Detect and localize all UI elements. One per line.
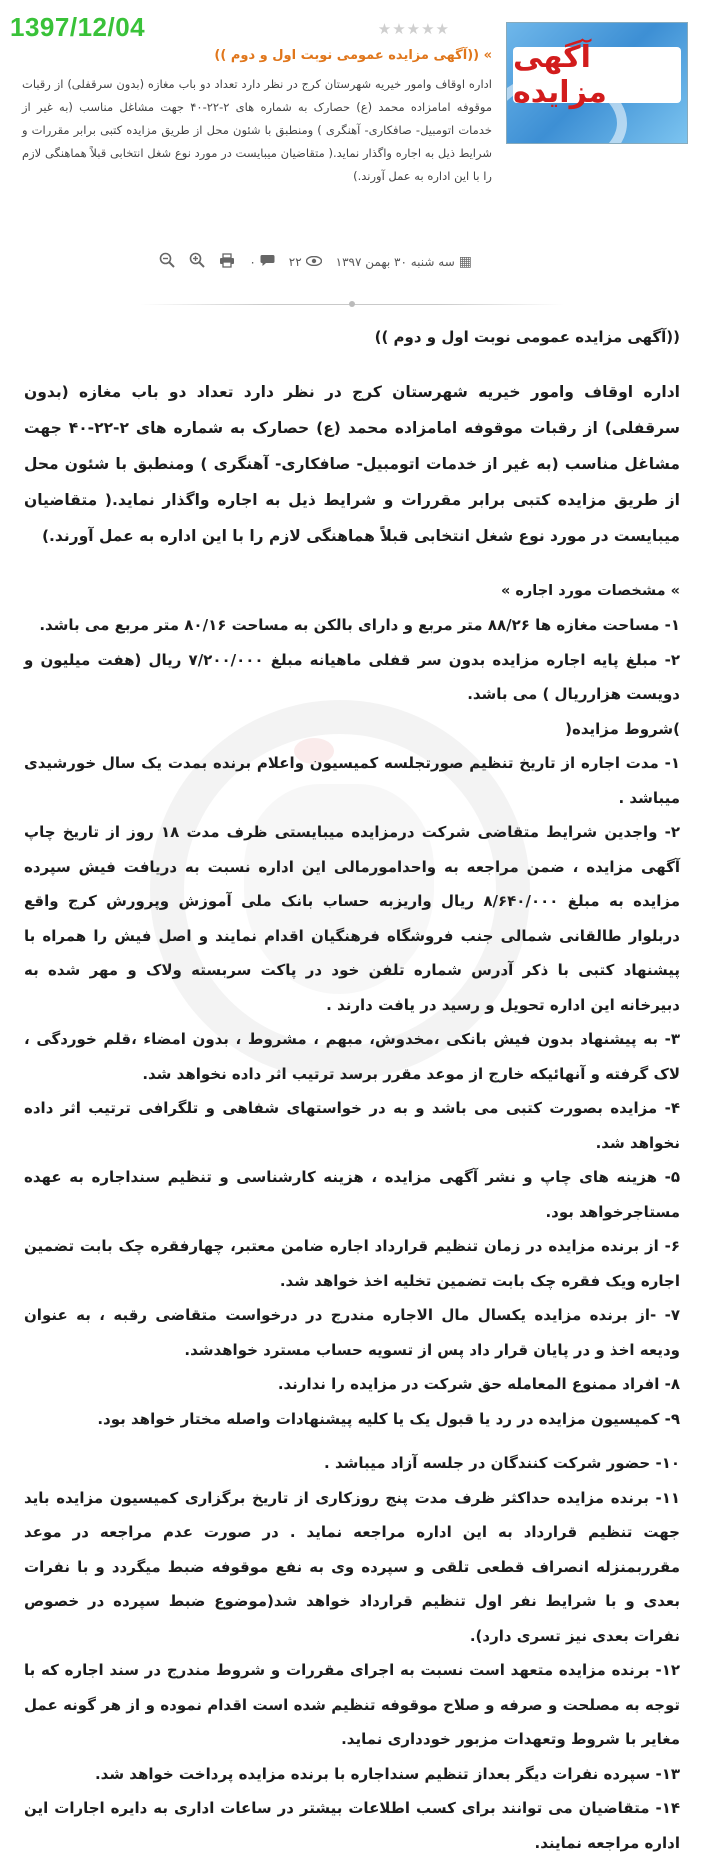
condition-item: ۳- به پیشنهاد بدون فیش بانکی ،مخدوش، مبهم ، مشروط ، بدون امضاء ،قلم خوردگی ، لاک گرفته و آنهائیکه خارج از موعد مقرر برسد ترتیب اثر داده نخواهد شد. (24, 1030, 680, 1083)
meta-views-count: ۲۲ (288, 255, 302, 269)
comment-icon (260, 254, 275, 271)
condition-item: ۱۱- برنده مزایده حداکثر ظرف مدت پنج روزکاری از تاریخ برگزاری کمیسیون مزایده باید جهت تنظیم قرارداد به این اداره مراجعه نماید . در صورت عدم مراجعه در موعد مقرربمنزله انصراف قطعی تلقی و سپرده وی به نفع موقوفه ضبط میگردد و با نفرات بعدی و با شرایط نفر اول تنظیم قرارداد خواهد شد(موضوع ضبط سپرده در خصوص نفرات بعدی نیز تسری دارد). (24, 1488, 680, 1645)
eye-icon (306, 254, 322, 270)
news-thumbnail[interactable] (506, 22, 688, 144)
meta-comments[interactable] (249, 254, 274, 271)
condition-item: ۱۳- سپرده نفرات دیگر بعداز تنظیم سنداجاره با برنده مزایده پرداخت خواهد شد. (94, 1764, 680, 1783)
condition-item: ۶- از برنده مزایده در زمان تنظیم قرارداد اجاره ضامن معتبر، چهارفقره چک بابت تضمین اجاره ویک فقره چک بابت تضمین تخلیه اخذ خواهد شد. (24, 1237, 680, 1290)
spec-item: ۱- مساحت مغازه ها ۸۸/۲۶ متر مربع و دارای بالکن به مساحت ۸۰/۱۶ متر مربع می باشد. (39, 616, 680, 634)
zoom-out-icon[interactable] (159, 252, 175, 272)
conditions-title: )شروط مزایده( (565, 719, 680, 738)
spec-item: ۲- مبلغ پایه اجاره مزایده بدون سر قفلی ماهیانه مبلغ ۷/۲۰۰/۰۰۰ ریال (هفت میلیون و دویست هزارریال ) می باشد. (24, 650, 681, 703)
condition-item: ۸- افراد ممنوع المعامله حق شرکت در مزایده را ندارند. (277, 1375, 680, 1393)
thumbnail-banner: آگهی مزایده (513, 47, 681, 103)
meta-views (289, 254, 322, 270)
date-stamp: 1397/12/04 (10, 12, 146, 42)
condition-item: ۱- مدت اجاره از تاریخ تنظیم صورتجلسه کمیسیون واعلام برنده بمدت یک سال خورشیدی میباشد . (24, 754, 680, 807)
meta-date-text: سه شنبه ۳۰ بهمن ۱۳۹۷ (335, 255, 455, 269)
condition-item: ۱۴- متقاضیان می توانند برای کسب اطلاعات بیشتر در ساعات اداری به دایره اجارات این اداره مراجعه نمایند. (24, 1799, 680, 1852)
calendar-icon: ▦ (458, 254, 472, 270)
meta-bar (145, 252, 472, 272)
section-divider (140, 304, 564, 305)
condition-item: ۴- مزایده بصورت کتبی می باشد و به در خواستهای شفاهی و تلگرافی ترتیب اثر داده نخواهد شد. (24, 1099, 680, 1152)
summary-body: اداره اوقاف وامور خیریه شهرستان کرج در نظر دارد تعداد دو باب مغازه (بدون سرقفلی) از رقبات موقوفه امامزاده محمد (ع) حصارک به شماره های ۲-۲۲-۴۰ جهت مشاغل مناسب (به غیر از خدمات اتومبیل- صافکاری- آهنگری ) ومنطبق با شئون محل از طریق مزایده کتبی برابر مقررات و شرایط ذیل به اجاره واگذار نماید.( متقاضیان میبایست در مورد نوع شغل انتخابی قبلاً هماهنگی لازم را با این اداره به عمل آورند.) (22, 77, 492, 183)
article-intro: اداره اوقاف وامور خیریه شهرستان کرج در نظر دارد تعداد دو باب مغازه (بدون سرقفلی) از رقبات موقوفه امامزاده محمد (ع) حصارک به شماره های ۲-۲۲-۴۰ جهت مشاغل مناسب (به غیر از خدمات اتومبیل- صافکاری- آهنگری ) ومنطبق با شئون محل از طریق مزایده کتبی برابر مقررات و شرایط ذیل به اجاره واگذار نماید.( متقاضیان میبایست در مورد نوع شغل انتخابی قبلاً هماهنگی لازم را با این اداره به عمل آورند.) (24, 383, 680, 545)
condition-item: ۲- واجدین شرایط متقاضی شرکت درمزایده میبایستی ظرف مدت ۱۸ روز از تاریخ چاپ آگهی مزایده ، ضمن مراجعه به واحدامورمالی این اداره نسبت به دریافت فیش سپرده مزایده به مبلغ ۸/۶۴۰/۰۰۰ ریال واریزبه حساب بانک ملی آموزش وپرورش کرج واقع دربلوار طالقانی شمالی جنب فروشگاه فرهنگیان اقدام نمایند و اصل فیش را همراه با پیشنهاد کتبی با ذکر آدرس شماره تلفن خود در پاکت سربسته ولاک و مهر شده به دبیرخانه این اداره تحویل و رسید در یافت دارند . (24, 823, 681, 1014)
condition-item: ۷- -از برنده مزایده یکسال مال الاجاره مندرج در درخواست متقاضی رقبه ، به عنوان ودیعه اخذ و در پایان قرار داد پس از تسویه حساب مسترد خواهدشد. (24, 1306, 680, 1359)
specs-title: » مشخصات مورد اجاره » (500, 583, 680, 599)
summary-title[interactable]: » ((آگهی مزایده عمومی نوبت اول و دوم )) (214, 48, 492, 63)
news-summary (22, 48, 492, 188)
print-icon[interactable] (219, 253, 235, 272)
condition-item: ۱۰- حضور شرکت کنندگان در جلسه آزاد میباشد . (324, 1454, 680, 1472)
article-body (24, 322, 680, 1860)
condition-item: ۹- کمیسیون مزایده در رد یا قبول یک یا کلیه پیشنهادات واصله مختار خواهد بود. (97, 1409, 680, 1428)
condition-item: ۱۲- برنده مزایده متعهد است نسبت به اجرای مقررات و شروط مندرج در سند اجاره که با توجه به مصلحت و صرفه و صلاح موقوفه تنظیم شده است اقدام نموده و از هر گونه عمل مغایر با شروط وتعهدات مزبور خودداری نماید. (24, 1661, 680, 1748)
meta-date (336, 254, 472, 270)
condition-item: ۵- هزینه های چاپ و نشر آگهی مزایده ، هزینه کارشناسی و تنظیم سنداجاره به عهده مستاجرخواهد بود. (24, 1168, 680, 1221)
divider-ornament (349, 301, 355, 307)
zoom-in-icon[interactable] (189, 252, 205, 272)
meta-comments-count: ۰ (249, 255, 256, 269)
rating-stars[interactable]: ★★★★★ (377, 20, 450, 38)
article-title: ((آگهی مزایده عمومی نوبت اول و دوم )) (374, 328, 680, 346)
